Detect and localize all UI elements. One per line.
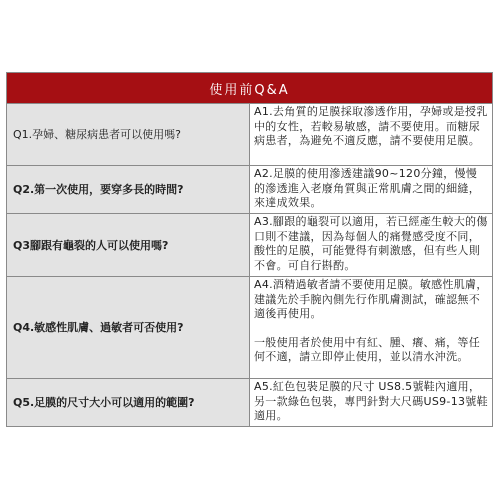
table-title: 使用前Q&A xyxy=(7,73,493,104)
answer-4 xyxy=(250,277,493,379)
question-5: Q5.足膜的尺寸大小可以適用的範圍? xyxy=(7,379,250,427)
table-row xyxy=(7,166,493,214)
answer-4-text-1: A4.酒精過敏者請不要使用足膜。敏感性肌膚，建議先於手腕內側先行作肌膚測試，確認無不適後再使用。 xyxy=(254,278,488,320)
answer-1 xyxy=(250,104,493,166)
table-header-row xyxy=(7,73,493,104)
question-1: Q1.孕婦、糖尿病患者可以使用嗎? xyxy=(7,104,250,166)
answer-5-text: A5.紅色包裝足膜的尺寸 US8.5號鞋內適用，另一款綠色包裝，專門針對大尺碼US9-13號鞋適用。 xyxy=(254,380,488,422)
qa-table xyxy=(6,72,493,427)
table-row xyxy=(7,104,493,166)
answer-1-text: A1.去角質的足膜採取滲透作用，孕婦或是授乳中的女性，若較易敏感，請不要使用。而糖尿病患者，為避免不適反應，請不要使用足膜。 xyxy=(254,105,488,147)
table-row xyxy=(7,379,493,427)
answer-3 xyxy=(250,214,493,277)
answer-4-text-2: 一般使用者於使用中有紅、腫、癢、痛，等任何不適，請立即停止使用，並以清水沖洗。 xyxy=(254,335,480,363)
answer-2 xyxy=(250,166,493,214)
question-2: Q2.第一次使用，要穿多長的時間? xyxy=(7,166,250,214)
table-row xyxy=(7,277,493,379)
table-row xyxy=(7,214,493,277)
question-3: Q3腳跟有龜裂的人可以使用嗎? xyxy=(7,214,250,277)
question-4: Q4.敏感性肌膚、過敏者可否使用? xyxy=(7,277,250,379)
answer-3-text: A3.腳跟的龜裂可以適用，若已經產生較大的傷口則不建議，因為每個人的痛覺感受度不同，酸性的足膜，可能覺得有刺激感，但有些人則不會。可自行斟酌。 xyxy=(254,215,488,272)
answer-2-text: A2.足膜的使用滲透建議90~120分鐘，慢慢的滲透進入老廢角質與正常肌膚之間的細縫，來達成效果。 xyxy=(254,167,480,209)
answer-5 xyxy=(250,379,493,427)
